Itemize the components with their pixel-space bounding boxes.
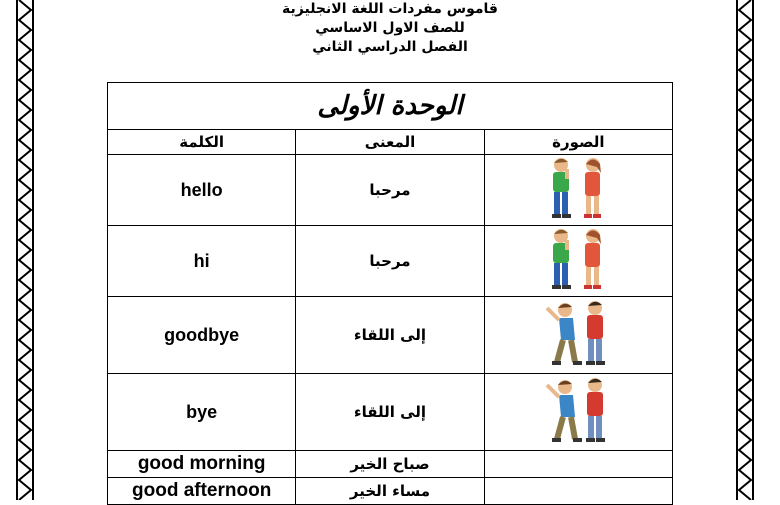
meaning-cell: مرحبا [296, 155, 484, 226]
column-header-meaning: المعنى [296, 130, 484, 155]
header-title: قاموس مفردات اللغة الانجليزية [282, 1, 498, 17]
table-row [108, 478, 673, 505]
word-cell: good morning [108, 451, 296, 478]
picture-cell [484, 297, 672, 374]
meaning-cell: مساء الخير [296, 478, 484, 505]
word-cell: bye [108, 374, 296, 451]
page-header [0, 0, 780, 57]
meaning-cell: إلى اللقاء [296, 374, 484, 451]
word-cell: hi [108, 226, 296, 297]
unit-title: الوحدة الأولى [108, 83, 673, 130]
word-cell: goodbye [108, 297, 296, 374]
picture-cell [484, 451, 672, 478]
table-row [108, 226, 673, 297]
greeting-illustration [543, 226, 613, 292]
vocabulary-table [107, 82, 673, 505]
column-header-word: الكلمة [108, 130, 296, 155]
header-semester: الفصل الدراسي الثاني [312, 39, 468, 55]
picture-cell [484, 374, 672, 451]
meaning-cell: مرحبا [296, 226, 484, 297]
column-header-picture: الصورة [484, 130, 672, 155]
unit-title-row [108, 83, 673, 130]
table-row [108, 155, 673, 226]
word-cell: hello [108, 155, 296, 226]
waving-illustration [543, 375, 613, 445]
table-header-row [108, 130, 673, 155]
picture-cell [484, 226, 672, 297]
greeting-illustration [543, 155, 613, 221]
table-row [108, 297, 673, 374]
table-row [108, 451, 673, 478]
meaning-cell: صباح الخير [296, 451, 484, 478]
table-row [108, 374, 673, 451]
picture-cell [484, 478, 672, 505]
waving-illustration [543, 298, 613, 368]
right-border-ornament [734, 0, 756, 500]
header-grade: للصف الاول الاساسي [315, 20, 465, 36]
picture-cell [484, 155, 672, 226]
word-cell: good afternoon [108, 478, 296, 505]
meaning-cell: إلى اللقاء [296, 297, 484, 374]
left-border-ornament [14, 0, 36, 500]
